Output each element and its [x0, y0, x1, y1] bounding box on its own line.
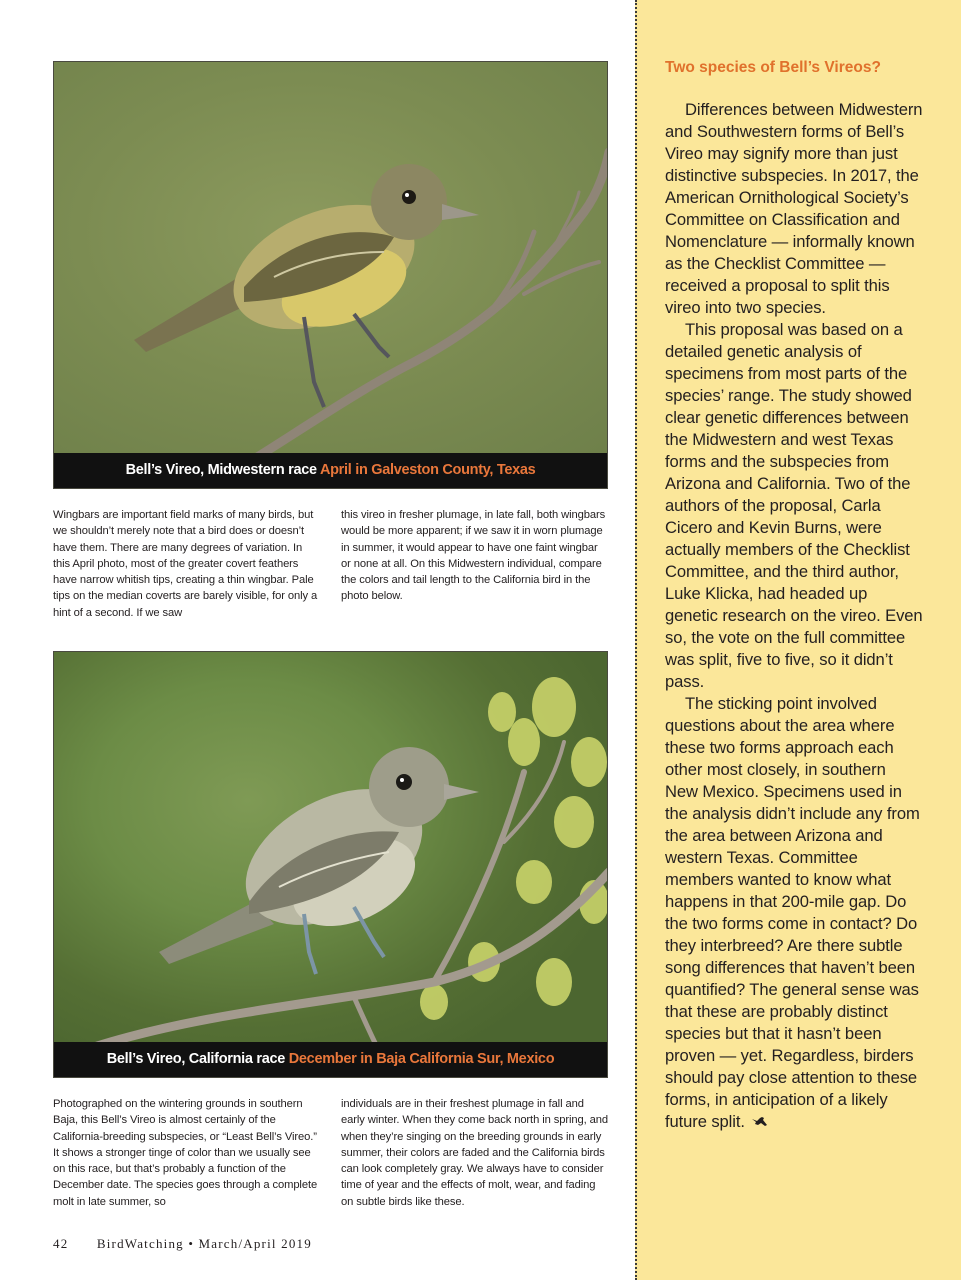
photo1-caption-title: Bell’s Vireo, Midwestern race: [125, 462, 317, 478]
bird-silhouette-icon: [751, 1115, 769, 1129]
sidebar-title: Two species of Bell’s Vireos?: [665, 59, 881, 76]
sidebar-paragraph-3: [665, 693, 923, 1133]
photo2-caption-bar: [54, 1042, 607, 1077]
page-number: 42: [53, 1236, 69, 1251]
photo-california-vireo: [53, 651, 608, 1078]
sidebar-panel: [635, 0, 961, 1280]
page-footer: [53, 1236, 312, 1252]
photo2-caption-col1: Photographed on the wintering grounds in southern Baja, this Bell’s Vireo is almost certainly of the California-breeding subspecies, or “Least Bell’s Vireo.” It shows a stronger tinge of color than we usually see on this race, but that’s probably a function of the December date. The species goes through a complete molt in late summer, so: [53, 1098, 318, 1208]
photo2-caption-location: December in Baja California Sur, Mexico: [288, 1051, 555, 1067]
sidebar-paragraph-1: Differences between Midwestern and Southwestern forms of Bell’s Vireo may signify more than just distinctive subspecies. In 2017, the American Ornithological Society’s Committee on Classification and Nomenclature — informally known as the Checklist Committee — received a proposal to split this vireo into two species.: [665, 100, 923, 317]
vireo-midwestern-illustration: [54, 62, 608, 489]
photo1-caption-bar: [54, 453, 607, 488]
sidebar-body: [665, 99, 923, 1133]
photo1-caption-location: April in Galveston County, Texas: [319, 462, 536, 478]
photo2-caption-col2: individuals are in their freshest plumage in fall and early winter. When they come back north in spring, and when they’re singing on the breeding grounds in early summer, their colors are faded and the California birds can look completely gray. We always have to consider time of year and the effects of molt, wear, and fading on subtle birds like these.: [341, 1098, 608, 1208]
photo1-caption-col1: Wingbars are important field marks of many birds, but we shouldn’t merely note that a bird does or doesn’t have them. There are many degrees of variation. In this April photo, most of the greater covert feathers have narrow whitish tips, creating a thin wingbar. Pale tips on the median coverts are barely visible, for only a hint of a second. If we saw: [53, 509, 318, 619]
sidebar-paragraph-2: This proposal was based on a detailed genetic analysis of specimens from most parts of the species’ range. The study showed clear genetic differences between the Midwestern and west Texas forms and the subspecies from Arizona and California. Two of the authors of the proposal, Carla Cicero and Kevin Burns, were actually members of the Checklist Committee, and the third author, Luke Klicka, had headed up genetic research on the vireo. Even so, the vote on the full committee was split, five to five, so it didn’t pass.: [665, 320, 923, 691]
publication-line: BirdWatching • March/April 2019: [96, 1236, 312, 1251]
sidebar-paragraph-3-text: The sticking point involved questions about the area where these two forms approach each other most closely, in southern New Mexico. Specimens used in the analysis didn’t include any from the area between Arizona and western Texas. Committee members wanted to know what happens in that 200-mile gap. Do the two forms come in contact? Do they interbreed? Are there subtle song differences that haven’t been quantified? The general sense was that these are probably distinct species but that it hasn’t been proven — yet. Regardless, birders should pay close attention to these forms, in anticipation of a likely future split.: [665, 694, 920, 1131]
vireo-california-illustration: [54, 652, 608, 1078]
photo-midwestern-vireo: [53, 61, 608, 489]
photo1-caption-col2: this vireo in fresher plumage, in late fall, both wingbars would be more apparent; if we saw it in worn plumage in summer, it would appear to have one faint wingbar or none at all. On this Midwestern individual, compare the colors and tail length to the California bird in the photo below.: [341, 509, 606, 603]
photo2-caption-title: Bell’s Vireo, California race: [106, 1051, 286, 1067]
